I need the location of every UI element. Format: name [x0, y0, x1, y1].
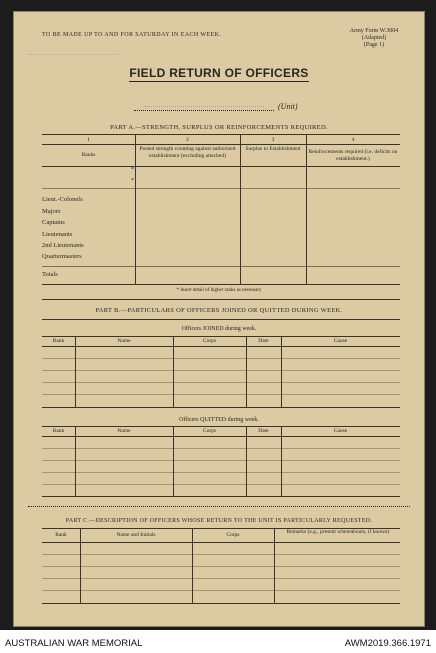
joined-col-corps: Corps	[202, 338, 217, 344]
part-c-header-rule	[42, 542, 400, 543]
joined-bottom-rule	[42, 407, 400, 408]
part-b-rule	[42, 319, 400, 320]
form-identifier	[334, 28, 414, 49]
asterisk-row-2: *	[131, 178, 134, 184]
quitted-title: Officers QUITTED during week.	[179, 417, 259, 423]
form-id-page: (Page 1)	[363, 42, 385, 48]
part-c-col-name: Name and Initials	[116, 532, 156, 538]
joined-col-name: Name	[117, 338, 131, 344]
col-number-2: 2	[186, 137, 189, 143]
joined-col-cause: Cause	[333, 338, 348, 344]
quitted-col-rank: Rank	[52, 428, 65, 434]
quitted-row-rule-2	[42, 460, 400, 461]
quitted-bottom-rule	[42, 496, 400, 497]
joined-row-rule-1	[42, 358, 400, 359]
joined-top-rule	[42, 336, 400, 337]
footer-institution: AUSTRALIAN WAR MEMORIAL	[5, 638, 143, 649]
part-a-totals-rule	[42, 266, 400, 267]
joined-col-date: Date	[258, 338, 269, 344]
joined-title: Officers JOINED during week.	[181, 326, 257, 332]
joined-vline-4	[281, 336, 282, 408]
quitted-row-rule-4	[42, 484, 400, 485]
col-header-surplus: Surplus to Establishment	[245, 146, 301, 152]
part-b-title: PART B.—PARTICULARS OF OFFICERS JOINED OR QUITTED DURING WEEK.	[95, 307, 343, 314]
part-a-bottom-rule	[42, 284, 400, 285]
part-a-row-rule	[42, 188, 400, 189]
part-a-title: PART A.—STRENGTH, SURPLUS OR REINFORCEMENTS REQUIRED.	[110, 124, 328, 131]
quitted-header-rule	[42, 436, 400, 437]
joined-col-rank: Rank	[52, 338, 65, 344]
quitted-col-corps: Corps	[202, 428, 217, 434]
part-c-separator	[28, 506, 410, 507]
part-c-row-rule-4	[42, 590, 400, 591]
quitted-vline-4	[281, 426, 282, 496]
part-c-row-rule-2	[42, 566, 400, 567]
joined-row-rule-3	[42, 382, 400, 383]
col-header-ranks: Ranks	[81, 152, 96, 158]
joined-row-rule-2	[42, 370, 400, 371]
footer-accession-number: AWM2019.366.1971	[344, 638, 431, 649]
rank-majors: Majors	[42, 208, 61, 215]
header-note: TO BE MADE UP TO AND FOR SATURDAY IN EACH WEEK.	[42, 32, 222, 38]
col-header-reinforcements: Reinforcements required (i.e. deficits on establishment.)	[308, 149, 398, 162]
asterisk-row-1: *	[131, 167, 134, 173]
quitted-col-cause: Cause	[333, 428, 348, 434]
rank-lieut-colonels: Lieut.-Colonels	[42, 196, 83, 203]
part-a-number-rule	[42, 144, 400, 145]
archive-footer	[0, 637, 436, 653]
col-number-1: 1	[87, 137, 90, 143]
part-a-header-rule	[42, 166, 400, 167]
joined-vline-3	[246, 336, 247, 408]
unit-label: (Unit)	[278, 102, 298, 111]
part-c-col-remarks: Remarks (e.g., present whereabouts, if known)	[286, 529, 390, 535]
quitted-col-date: Date	[258, 428, 269, 434]
quitted-vline-1	[75, 426, 76, 496]
rank-quartermasters: Quartermasters	[42, 253, 82, 260]
quitted-top-rule	[42, 426, 400, 427]
handwriting-left	[28, 54, 118, 107]
part-a-vline-3	[306, 134, 307, 284]
quitted-col-name: Name	[117, 428, 131, 434]
part-a-vline-1	[135, 134, 136, 284]
part-c-bottom-rule	[42, 603, 400, 604]
col-number-3: 3	[271, 137, 275, 143]
rank-lieutenants: Lieutenants	[42, 231, 73, 238]
part-c-row-rule-3	[42, 578, 400, 579]
totals-label: Totals	[42, 271, 58, 278]
part-c-col-rank: Rank	[55, 532, 67, 538]
joined-row-rule-4	[42, 394, 400, 395]
joined-vline-2	[173, 336, 174, 408]
unit-line	[134, 110, 274, 111]
part-a-footnote: * Insert detail of higher ranks as necessary	[176, 288, 262, 293]
joined-header-rule	[42, 346, 400, 347]
form-id-adapted: (Adapted)	[361, 35, 387, 41]
rank-2nd-lieutenants: 2nd Lieutenants	[42, 242, 84, 249]
part-a-end-rule	[42, 299, 400, 300]
part-a-vline-2	[240, 134, 241, 284]
form-sheet	[13, 11, 425, 627]
part-a-top-rule	[42, 134, 400, 135]
joined-vline-1	[75, 336, 76, 408]
handwriting-unit	[144, 98, 264, 107]
col-header-posted: Posted strength counting against authorized establishment (excluding attached)	[139, 146, 236, 159]
rank-captains: Captains	[42, 219, 65, 226]
quitted-vline-3	[246, 426, 247, 496]
col-number-4: 4	[351, 137, 355, 143]
quitted-row-rule-3	[42, 472, 400, 473]
part-c-title: PART C.—DESCRIPTION OF OFFICERS WHOSE RETURN TO THE UNIT IS PARTICULARLY REQUESTED.	[65, 518, 373, 524]
form-id-number: Army Form W.3004	[349, 28, 399, 34]
quitted-vline-2	[173, 426, 174, 496]
quitted-row-rule-1	[42, 448, 400, 449]
form-title: FIELD RETURN OF OFFICERS	[129, 66, 309, 80]
part-c-row-rule-1	[42, 554, 400, 555]
part-c-col-corps: Corps	[226, 532, 240, 538]
